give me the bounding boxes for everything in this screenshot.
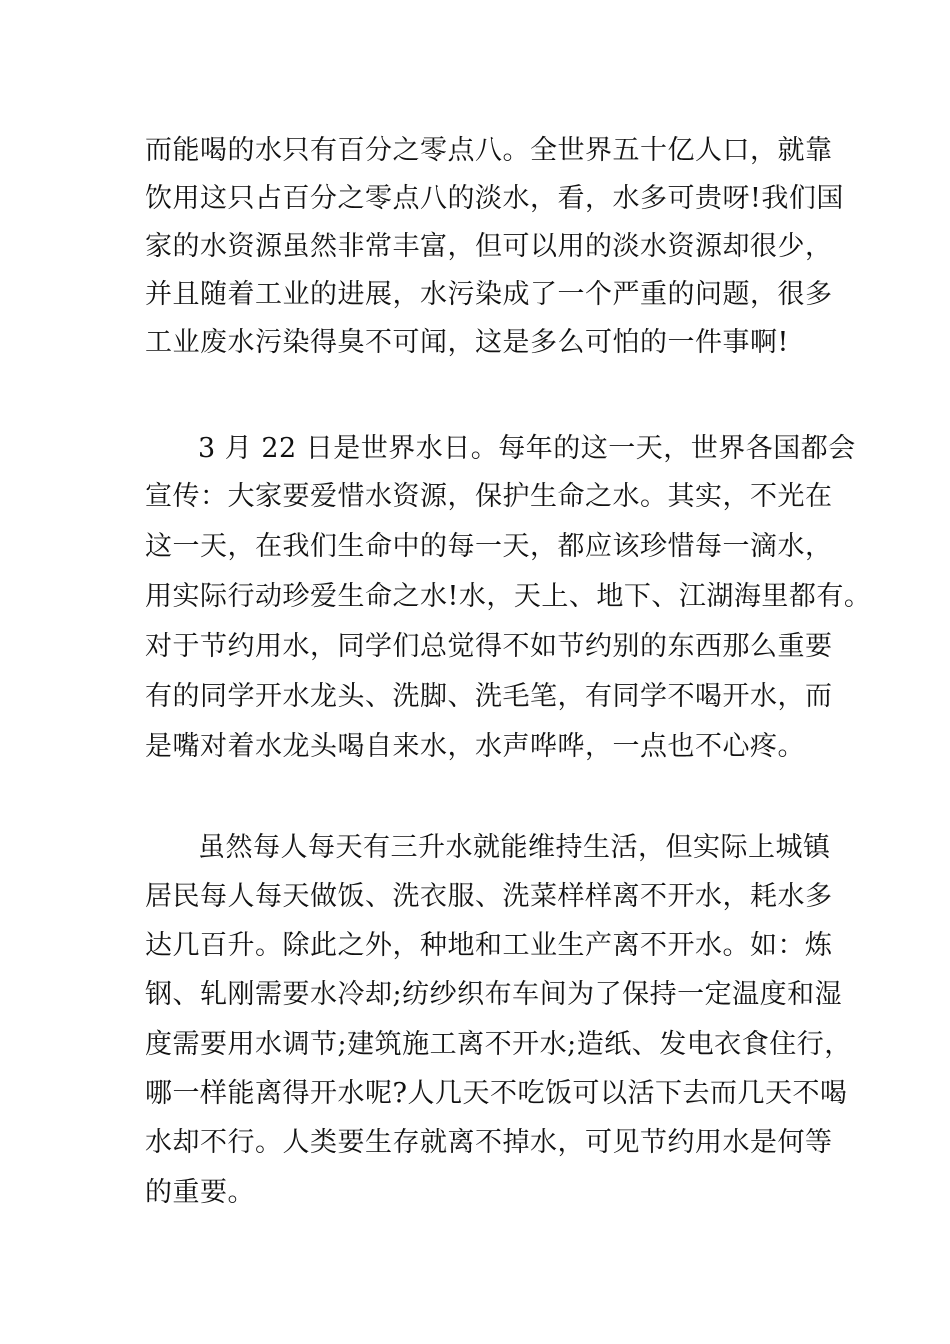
paragraph-3-line-2: 居民每人每天做饭、洗衣服、洗菜样样离不开水，耗水多: [145, 881, 833, 912]
paragraph-3-line-1: 虽然每人每天有三升水就能维持生活，但实际上城镇: [198, 832, 831, 863]
paragraph-3-line-4: 钢、轧刚需要水冷却;纺纱织布车间为了保持一定温度和湿: [145, 979, 843, 1010]
paragraph-3-line-5: 度需要用水调节;建筑施工离不开水;造纸、发电衣食住行，: [145, 1029, 852, 1060]
paragraph-1-line-1: 而能喝的水只有百分之零点八。全世界五十亿人口，就靠: [145, 135, 833, 166]
paragraph-3-line-3: 达几百升。除此之外，种地和工业生产离不开水。如：炼: [145, 930, 833, 961]
paragraph-2-line-5: 对于节约用水，同学们总觉得不如节约别的东西那么重要: [145, 631, 833, 662]
paragraph-1-line-5: 工业废水污染得臭不可闻，这是多么可怕的一件事啊!: [145, 327, 789, 358]
paragraph-2-line-1: 3 月 22 日是世界水日。每年的这一天，世界各国都会: [198, 433, 856, 464]
paragraph-2-line-2: 宣传：大家要爱惜水资源，保护生命之水。其实，不光在: [145, 481, 833, 512]
paragraph-2-line-7: 是嘴对着水龙头喝自来水，水声哗哗，一点也不心疼。: [145, 731, 805, 762]
paragraph-2-line-6: 有的同学开水龙头、洗脚、洗毛笔，有同学不喝开水，而: [145, 681, 833, 712]
paragraph-3-line-6: 哪一样能离得开水呢?人几天不吃饭可以活下去而几天不喝: [145, 1078, 848, 1109]
paragraph-2-line-3: 这一天，在我们生命中的每一天，都应该珍惜每一滴水，: [145, 531, 833, 562]
paragraph-3-line-8: 的重要。: [145, 1177, 255, 1208]
paragraph-1-line-4: 并且随着工业的进展，水污染成了一个严重的问题，很多: [145, 279, 833, 310]
paragraph-2-line-4: 用实际行动珍爱生命之水!水，天上、地下、江湖海里都有。: [145, 581, 872, 612]
paragraph-1-line-2: 饮用这只占百分之零点八的淡水，看，水多可贵呀!我们国: [145, 183, 844, 214]
paragraph-1-line-3: 家的水资源虽然非常丰富，但可以用的淡水资源却很少，: [145, 231, 833, 262]
paragraph-3-line-7: 水却不行。人类要生存就离不掉水，可见节约用水是何等: [145, 1127, 833, 1158]
